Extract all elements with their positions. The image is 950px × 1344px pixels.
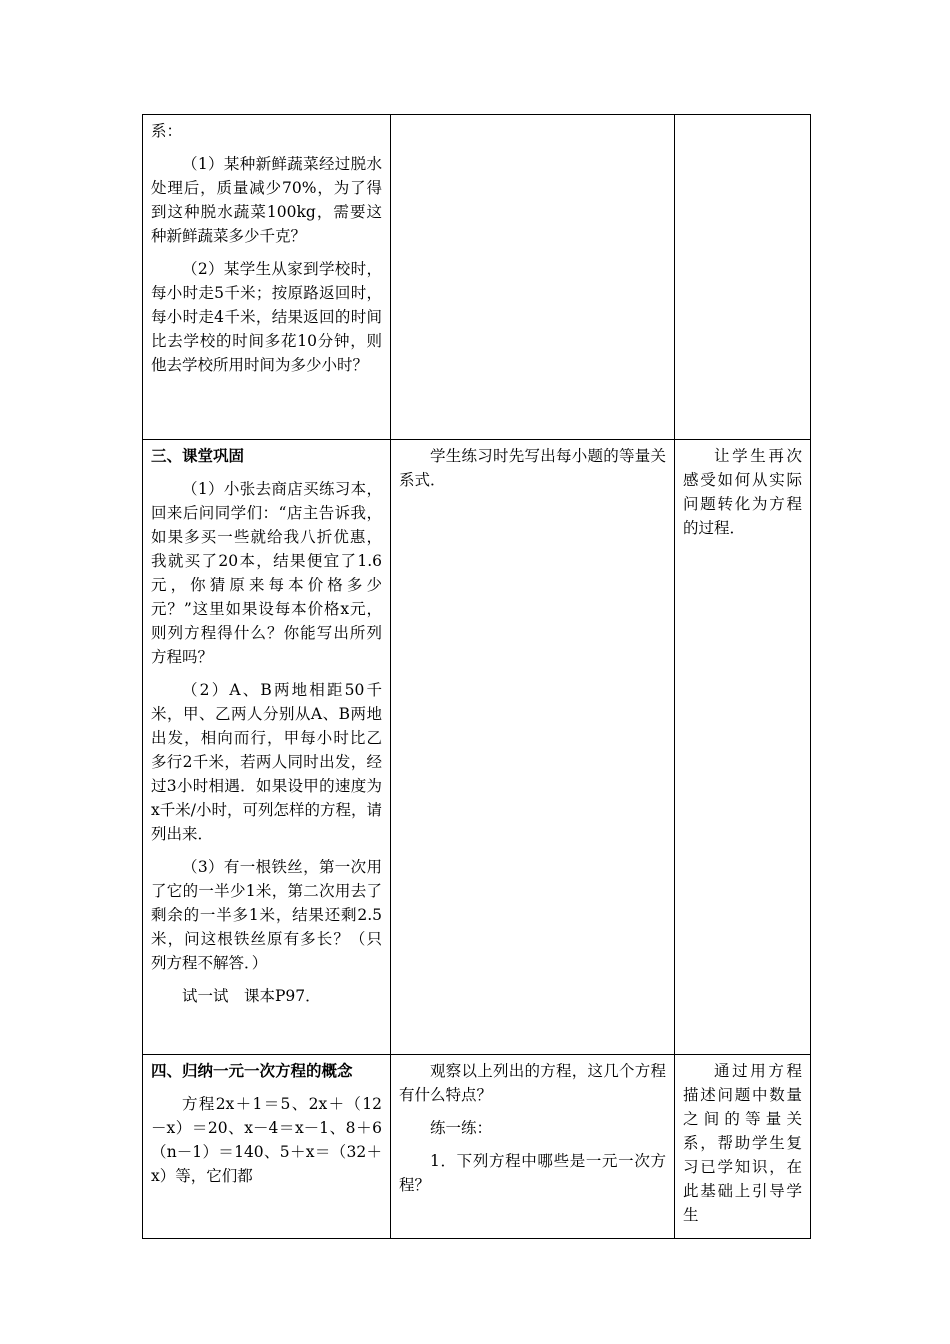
exercise-3: （3）有一根铁丝，第一次用了它的一半少1米，第二次用去了剩余的一半多1米，结果还剩2.5米，问这根铁丝原有多长？（只列方程不解答．） [151,858,382,972]
section-heading: 三、课堂巩固 [151,446,245,465]
table-row [143,1055,811,1239]
exercise-2: （2）A、B两地相距50千米，甲、乙两人分别从A、B两地出发，相向而行，甲每小时比乙多行2千米，若两人同时出发，经过3小时相遇．如果设甲的速度为x千米/小时，可列怎样的方程，请列出来． [151,681,382,843]
table-row [143,440,811,1055]
intent-cell [675,1055,811,1239]
practice-label: 练一练： [430,1119,493,1137]
practice-question: 1．下列方程中哪些是一元一次方程？ [399,1152,666,1194]
activity-cell [391,1055,675,1239]
activity-cell [391,440,675,1055]
content-cell [143,115,391,440]
intent-text: 让学生再次感受如何从实际问题转化为方程的过程． [683,447,802,537]
continued-text: 系： [151,122,183,140]
intent-cell [675,115,811,440]
equations-text: 方程2x＋1＝5、2x＋（12－x）＝20、x－4＝x－1、8＋6（n－1）＝140、5＋x＝（32＋x）等，它们都 [151,1095,382,1185]
problem-1: （1）某种新鲜蔬菜经过脱水处理后，质量减少70%，为了得到这种脱水蔬菜100kg，需要这种新鲜蔬菜多少千克？ [151,155,382,245]
activity-cell [391,115,675,440]
table-row [143,115,811,440]
content-cell [143,1055,391,1239]
section-heading: 四、归纳一元一次方程的概念 [151,1061,353,1080]
try-it: 试一试 课本P97． [182,987,321,1005]
lesson-plan-table [142,114,811,1239]
observe-text: 观察以上列出的方程，这几个方程有什么特点？ [399,1062,666,1104]
exercise-1: （1）小张去商店买练习本，回来后问同学们：“店主告诉我，如果多买一些就给我八折优惠，我就买了20本，结果便宜了1.6元，你猜原来每本价格多少元？”这里如果设每本价格x元，则列方程得什么？你能写出所列方程吗？ [151,480,382,666]
intent-cell [675,440,811,1055]
activity-text: 学生练习时先写出每小题的等量关系式． [399,447,666,489]
intent-text: 通过用方程描述问题中数量之间的等量关系，帮助学生复习已学知识，在此基础上引导学生 [683,1062,802,1224]
problem-2: （2）某学生从家到学校时，每小时走5千米；按原路返回时，每小时走4千米，结果返回的时间比去学校的时间多花10分钟，则他去学校所用时间为多少小时？ [151,260,382,374]
content-cell [143,440,391,1055]
